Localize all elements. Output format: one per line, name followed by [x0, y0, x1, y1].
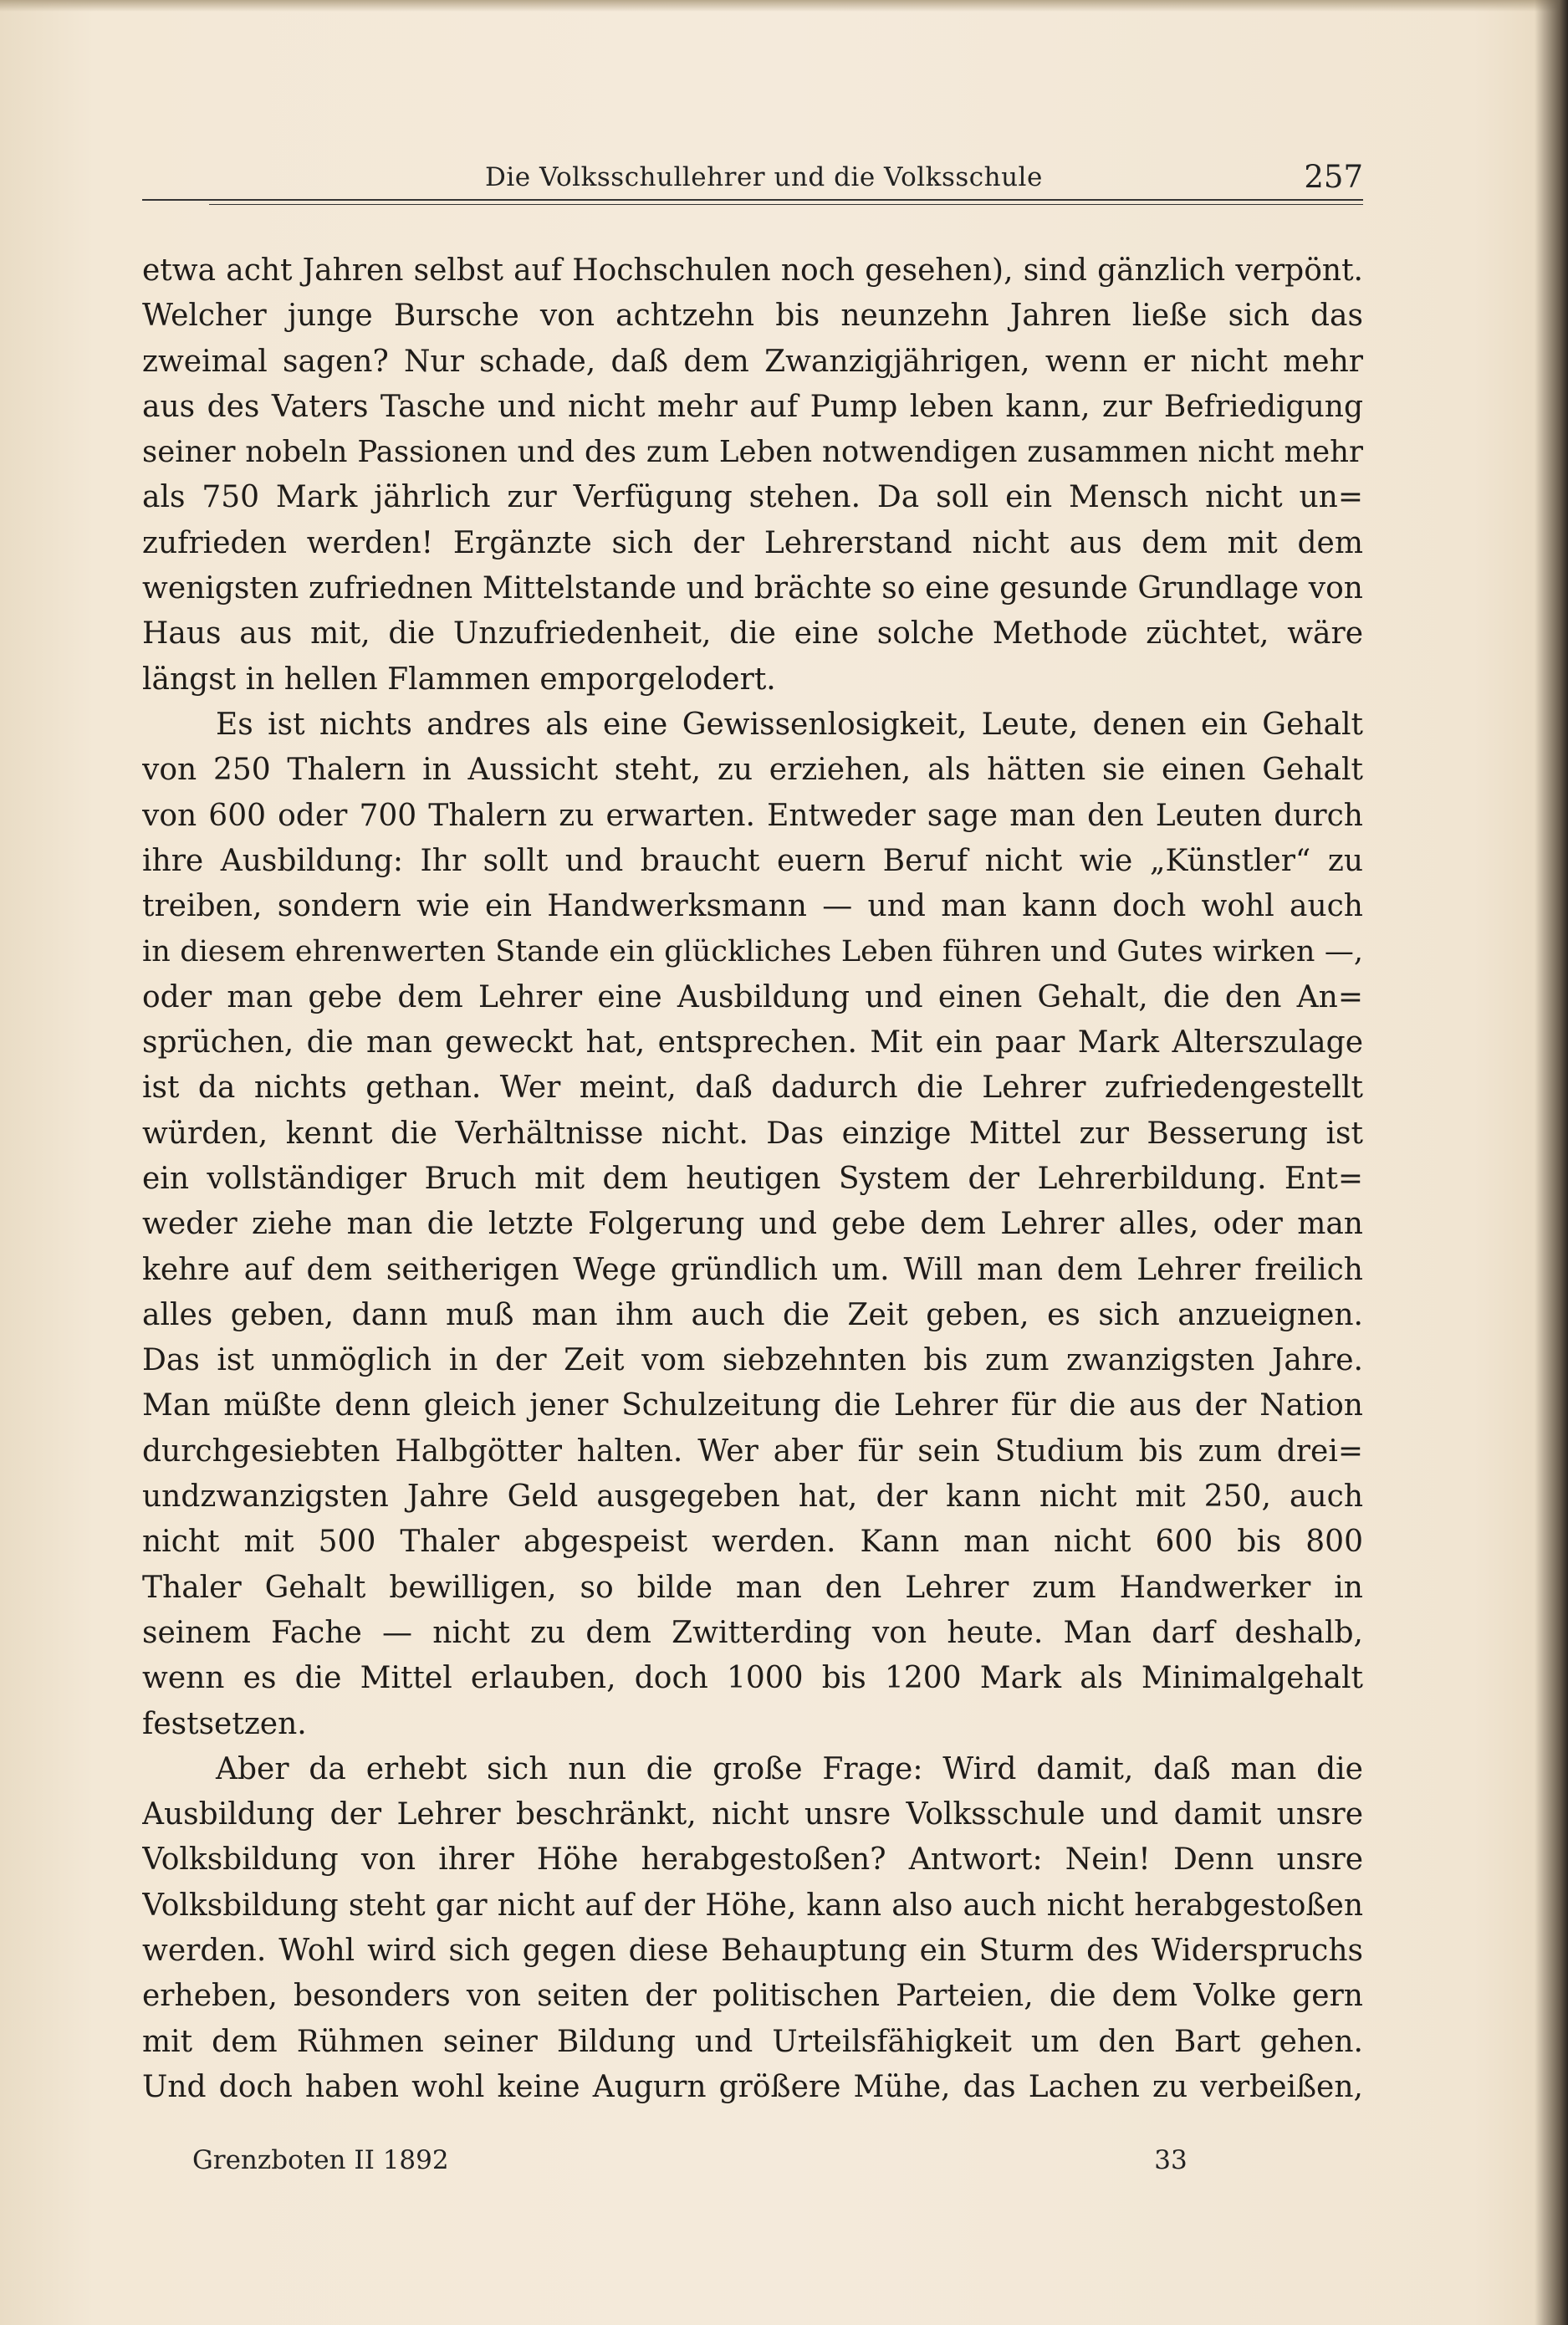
scan-shadow-top — [0, 0, 1568, 12]
text-line: Das ist unmöglich in der Zeit vom siebzehnten bis zum zwanzigsten Jahre. — [142, 1343, 1363, 1378]
text-line: nicht mit 500 Thaler abgespeist werden. Kann man nicht 600 bis 800 — [142, 1525, 1363, 1560]
text-line: kehre auf dem seitherigen Wege gründlich um. Will man dem Lehrer freilich — [142, 1252, 1363, 1287]
text-line: festsetzen. — [142, 1706, 307, 1741]
text-line: wenn es die Mittel erlauben, doch 1000 bis 1200 Mark als Minimalgehalt — [142, 1661, 1363, 1696]
text-line: Volksbildung steht gar nicht auf der Höhe, kann also auch nicht herabgestoßen — [142, 1888, 1363, 1923]
scan-shadow-right — [1535, 0, 1568, 2325]
text-line: ein vollständiger Bruch mit dem heutigen System der Lehrerbildung. Ent= — [142, 1161, 1363, 1196]
text-line: erheben, besonders von seiten der politischen Parteien, die dem Volke gern — [142, 1979, 1363, 2014]
text-line: Ausbildung der Lehrer beschränkt, nicht unsre Volksschule und damit unsre — [142, 1797, 1363, 1832]
running-title: Die Volksschullehrer und die Volksschule — [485, 162, 1043, 192]
text-line: Und doch haben wohl keine Augurn größere Mühe, das Lachen zu verbeißen, — [142, 2069, 1363, 2104]
header-rule — [142, 199, 1363, 201]
text-line: treiben, sondern wie ein Handwerksmann — und man kann doch wohl auch — [142, 889, 1363, 924]
text-line: in diesem ehrenwerten Stande ein glückliches Leben führen und Gutes wirken —, — [142, 935, 1363, 969]
text-line: Thaler Gehalt bewilligen, so bilde man den Lehrer zum Handwerker in — [142, 1570, 1363, 1605]
text-line: als 750 Mark jährlich zur Verfügung stehen. Da soll ein Mensch nicht un= — [142, 480, 1363, 515]
text-line: ihre Ausbildung: Ihr sollt und braucht euern Beruf nicht wie „Künstler“ zu — [142, 843, 1363, 878]
text-line: zufrieden werden! Ergänzte sich der Lehrerstand nicht aus dem mit dem — [142, 525, 1363, 560]
text-line: von 600 oder 700 Thalern zu erwarten. Entweder sage man den Leuten durch — [142, 798, 1363, 833]
text-line: seiner nobeln Passionen und des zum Leben notwendigen zusammen nicht mehr — [142, 435, 1363, 470]
page-footer — [192, 2145, 1196, 2182]
text-line: ist da nichts gethan. Wer meint, daß dadurch die Lehrer zufriedengestellt — [142, 1071, 1363, 1106]
text-line: etwa acht Jahren selbst auf Hochschulen noch gesehen), sind gänzlich verpönt. — [142, 253, 1363, 288]
text-line: Haus aus mit, die Unzufriedenheit, die eine solche Methode züchtet, wäre — [142, 616, 1363, 652]
text-line: undzwanzigsten Jahre Geld ausgegeben hat, der kann nicht mit 250, auch — [142, 1479, 1363, 1515]
footer-sheet-number: 33 — [1154, 2145, 1187, 2175]
text-line: wenigsten zufriednen Mittelstande und brächte so eine gesunde Grundlage von — [142, 571, 1363, 606]
body-text — [142, 248, 1363, 2110]
text-line: oder man gebe dem Lehrer eine Ausbildung und einen Gehalt, die den An= — [142, 979, 1363, 1014]
text-line: von 250 Thalern in Aussicht steht, zu erziehen, als hätten sie einen Gehalt — [142, 753, 1363, 788]
text-line: zweimal sagen? Nur schade, daß dem Zwanzigjährigen, wenn er nicht mehr — [142, 344, 1363, 379]
text-line: alles geben, dann muß man ihm auch die Zeit geben, es sich anzueignen. — [142, 1297, 1363, 1332]
text-line: aus des Vaters Tasche und nicht mehr auf Pump leben kann, zur Befriedigung — [142, 389, 1363, 424]
page-number: 257 — [1304, 159, 1363, 195]
text-line: Aber da erhebt sich nun die große Frage: Wird damit, daß man die — [216, 1751, 1363, 1786]
text-line: Volksbildung von ihrer Höhe herabgestoßen? Antwort: Nein! Denn unsre — [142, 1842, 1363, 1878]
text-line: längst in hellen Flammen emporgelodert. — [142, 662, 776, 697]
text-line: sprüchen, die man geweckt hat, entsprechen. Mit ein paar Mark Alterszulage — [142, 1025, 1363, 1060]
text-line: durchgesiebten Halbgötter halten. Wer aber für sein Studium bis zum drei= — [142, 1433, 1363, 1469]
text-line: seinem Fache — nicht zu dem Zwitterding von heute. Man darf deshalb, — [142, 1615, 1363, 1650]
running-head — [142, 156, 1363, 197]
text-line: werden. Wohl wird sich gegen diese Behauptung ein Sturm des Widerspruchs — [142, 1933, 1363, 1968]
text-line: mit dem Rühmen seiner Bildung und Urteilsfähigkeit um den Bart gehen. — [142, 2024, 1363, 2059]
text-line: würden, kennt die Verhältnisse nicht. Das einzige Mittel zur Besserung ist — [142, 1116, 1363, 1151]
header-rule-thin — [209, 204, 1363, 205]
footer-journal-signature: Grenzboten II 1892 — [192, 2145, 449, 2175]
text-line: Es ist nichts andres als eine Gewissenlosigkeit, Leute, denen ein Gehalt — [216, 707, 1363, 742]
text-line: Man müßte denn gleich jener Schulzeitung die Lehrer für die aus der Nation — [142, 1388, 1363, 1423]
text-line: Welcher junge Bursche von achtzehn bis neunzehn Jahren ließe sich das — [142, 299, 1363, 334]
text-line: weder ziehe man die letzte Folgerung und gebe dem Lehrer alles, oder man — [142, 1207, 1363, 1242]
